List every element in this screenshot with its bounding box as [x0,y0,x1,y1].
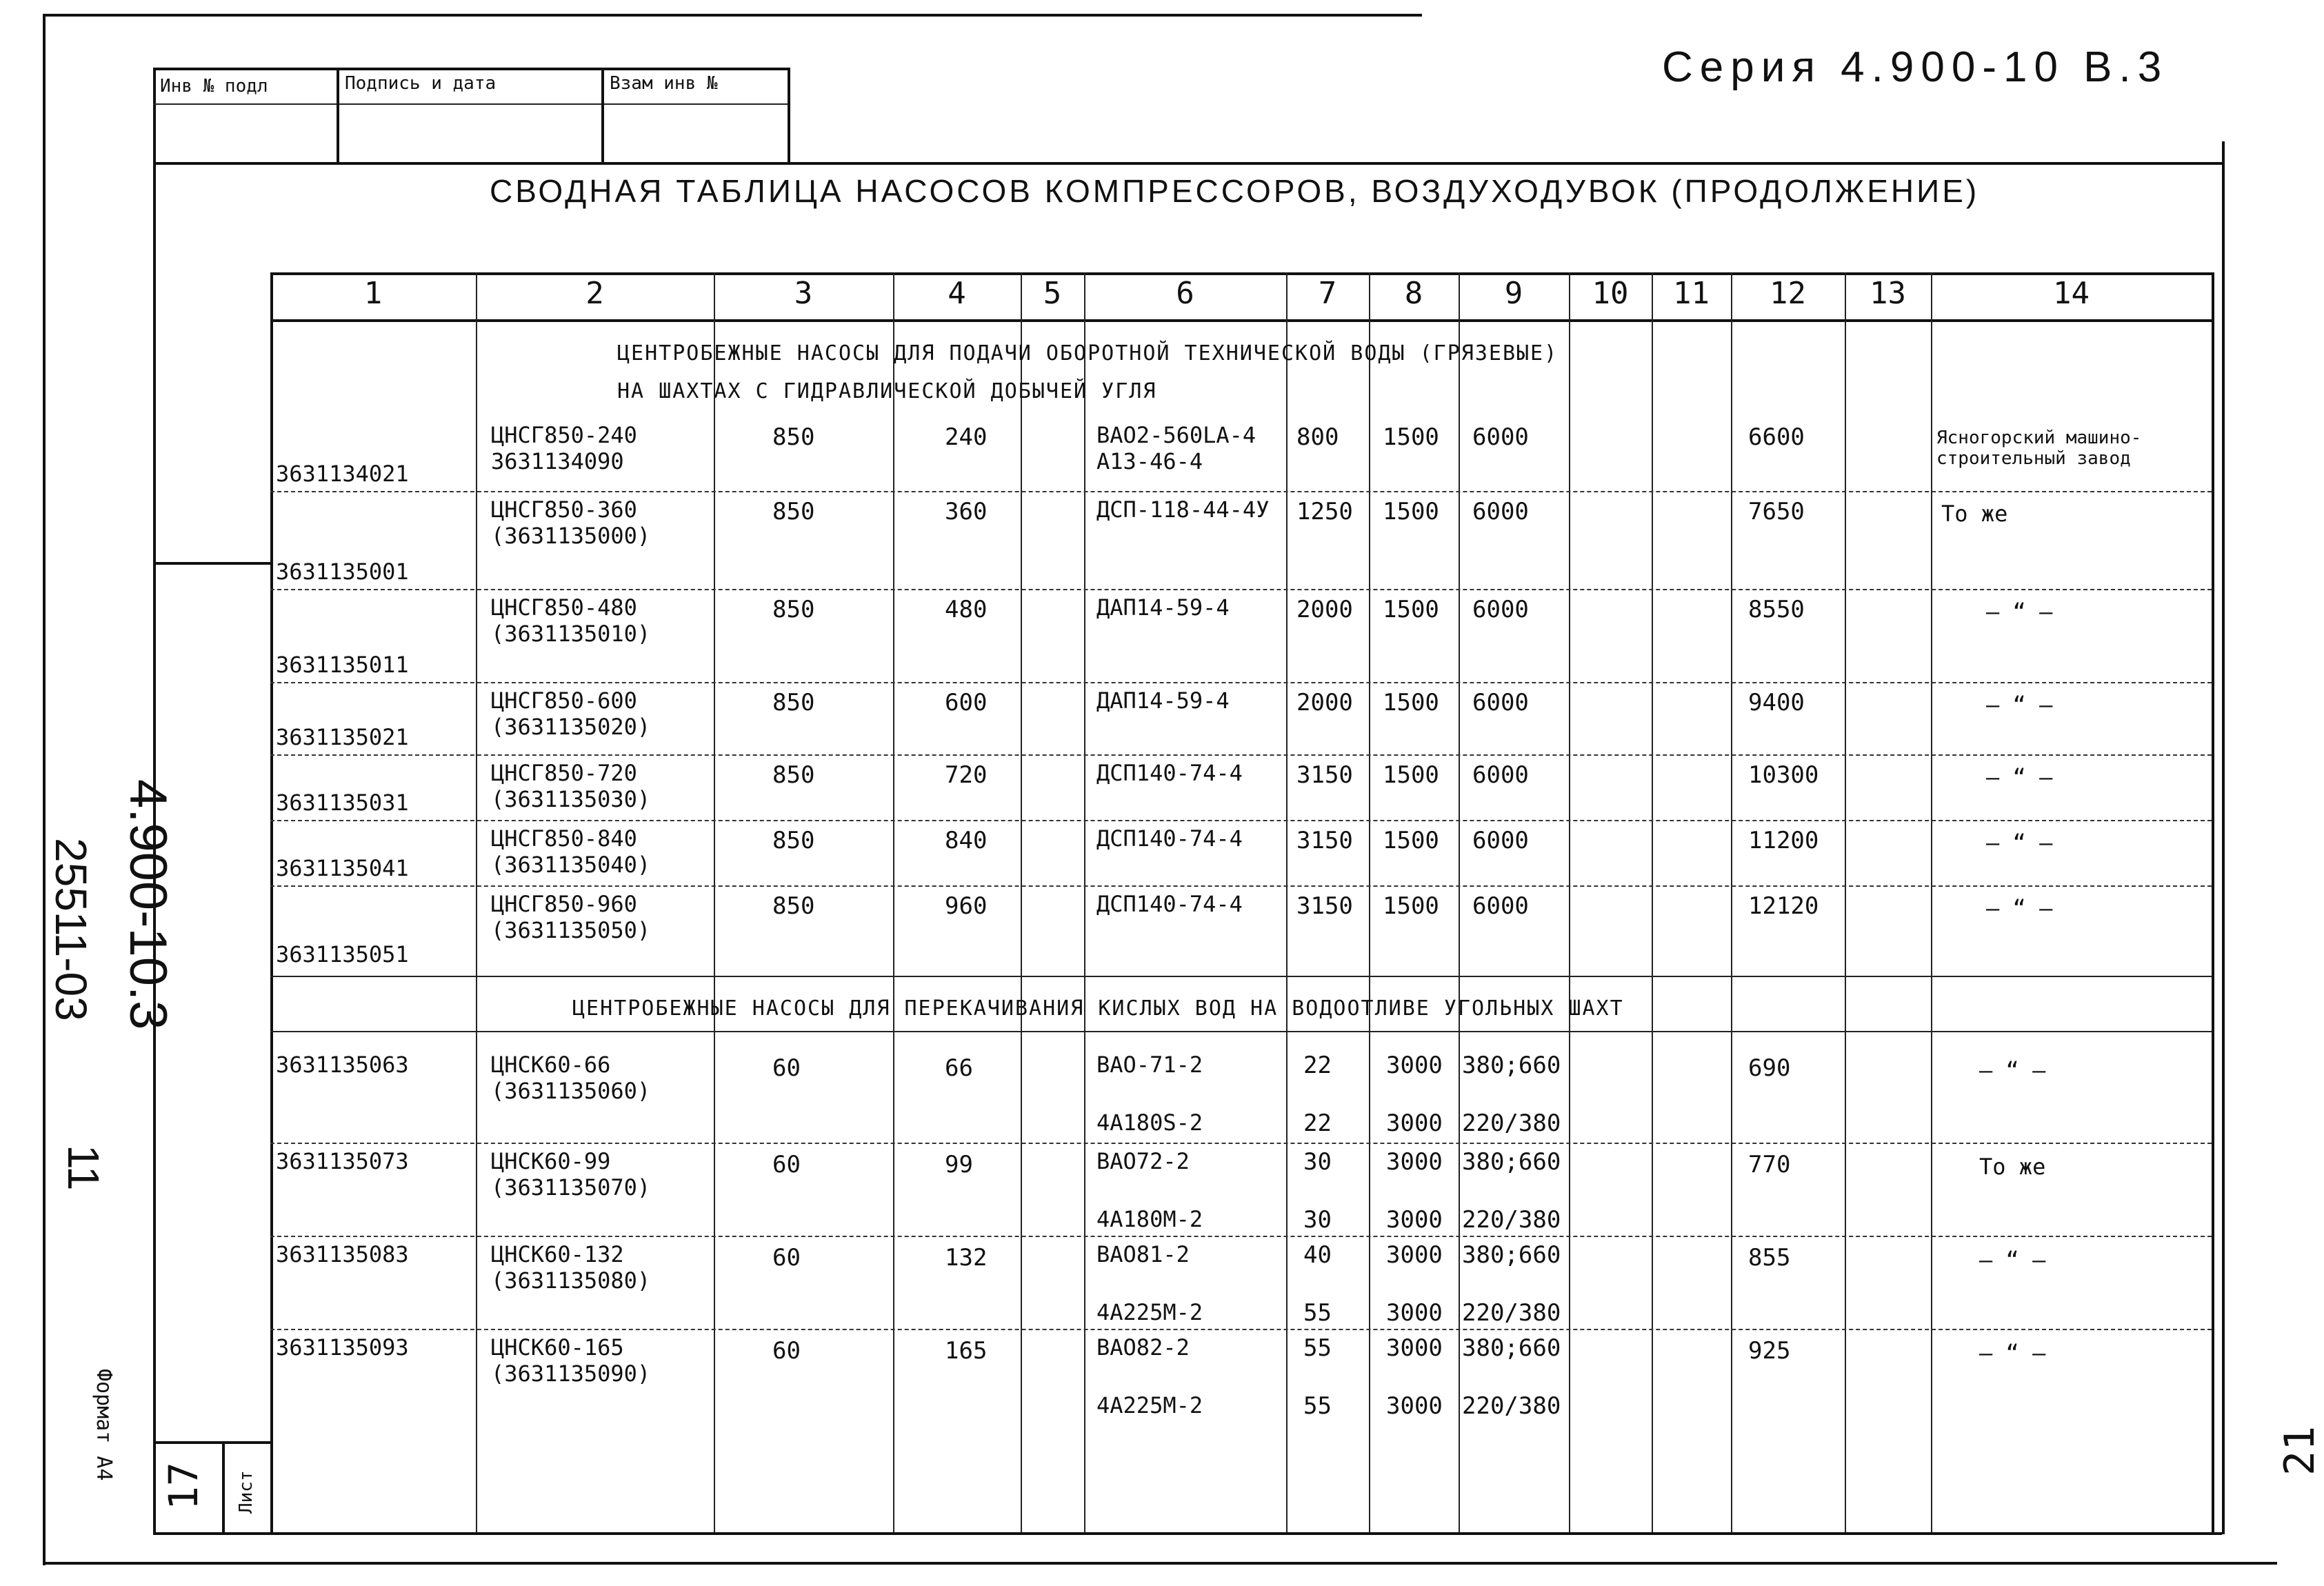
row-model: ЦНСГ850-960 [491,891,637,917]
row-head: 600 [945,689,988,716]
row-power: 2000 [1296,596,1353,623]
row-power: 22 [1303,1052,1332,1079]
row-model-code: (3631135040) [491,852,651,878]
row-code: 3631135031 [276,790,409,816]
row-motor-alt: 4А225М-2 [1096,1299,1203,1325]
row-separator [270,885,2212,887]
column-header-2: 2 [585,276,604,311]
group-separator [270,976,2212,977]
row-model: ЦНСГ850-840 [491,825,637,852]
row-flow: 850 [772,761,815,789]
row-rpm: 1500 [1383,596,1439,623]
row-flow: 850 [772,892,815,920]
row-flow: 850 [772,596,815,623]
row-power: 55 [1303,1334,1332,1362]
row-rpm: 1500 [1383,689,1439,716]
row-separator [270,491,2212,492]
stamp-signature-label: Подпись и дата [345,73,497,94]
sheet-number: 17 [160,1462,207,1510]
frame-top [43,14,1422,17]
row-separator [270,1329,2212,1330]
row-power: 40 [1303,1241,1332,1269]
row-rpm: 1500 [1383,892,1439,920]
row-manufacturer: То же [1979,1154,2046,1180]
row-manufacturer: — “ — [1986,692,2053,718]
row-manufacturer: — “ — [1986,764,2053,790]
column-line [1931,272,1932,1532]
row-motor: ДСП140-74-4 [1096,760,1243,786]
row-power-alt: 55 [1303,1392,1332,1420]
row-code: 3631135063 [276,1052,409,1078]
column-header-12: 12 [1770,276,1806,311]
row-model: ЦНСГ850-240 [491,422,637,448]
row-power: 1250 [1296,498,1353,525]
row-voltage-alt: 220/380 [1462,1110,1561,1137]
row-head: 960 [945,892,988,920]
row-voltage: 380;660 [1462,1052,1561,1079]
row-power: 3150 [1296,892,1353,920]
side-inv-number: 25511-03 [46,838,96,1021]
row-manufacturer: — “ — [1986,830,2053,856]
inner-frame-right [2222,141,2225,1534]
group1-title-line1: ЦЕНТРОБЕЖНЫЕ НАСОСЫ ДЛЯ ПОДАЧИ ОБОРОТНОЙ ТЕХНИЧЕСКОЙ ВОДЫ (ГРЯЗЕВЫЕ) [617,341,1559,365]
row-mass: 855 [1748,1244,1791,1272]
column-header-8: 8 [1404,276,1423,311]
row-motor: ВАО-71-2 [1096,1052,1203,1078]
stamp-replaces-label: Взам инв № [610,73,718,94]
row-motor: ВАО81-2 [1096,1241,1190,1267]
group1-title-line2: НА ШАХТАХ С ГИДРАВЛИЧЕСКОЙ ДОБЫЧЕЙ УГЛЯ [617,379,1157,403]
inner-frame-top [153,162,2222,165]
row-power: 30 [1303,1148,1332,1176]
row-mass: 770 [1748,1151,1791,1178]
column-header-7: 7 [1318,276,1337,311]
row-manufacturer: — “ — [1986,895,2053,921]
row-code: 3631135083 [276,1241,409,1267]
side-doc-code: 4.900-10.3 [119,779,177,1030]
row-mass: 9400 [1748,689,1805,716]
row-power-alt: 30 [1303,1206,1332,1234]
page-number: 21 [2276,1425,2324,1476]
row-manufacturer: — “ — [1979,1247,2046,1273]
row-mass: 12120 [1748,892,1819,920]
row-mass: 10300 [1748,761,1819,789]
row-head: 165 [945,1337,988,1365]
row-model: ЦНСК60-132 [491,1241,624,1267]
row-manufacturer: — “ — [1979,1340,2046,1366]
row-model: ЦНСК60-99 [491,1148,611,1174]
row-model-code: (3631135030) [491,786,651,812]
column-header-10: 10 [1592,276,1629,311]
row-mass: 7650 [1748,498,1805,525]
row-rpm-alt: 3000 [1386,1110,1443,1137]
row-model: ЦНСГ850-480 [491,594,637,621]
row-rpm: 1500 [1383,761,1439,789]
series-label: Серия 4.900-10 В.3 [1662,43,2169,91]
column-line [2212,272,2214,1532]
frame-bottom-outer [43,1562,2277,1565]
row-model-code: (3631135060) [491,1078,651,1104]
row-motor: ВАО82-2 [1096,1334,1190,1361]
column-header-13: 13 [1870,276,1906,311]
row-voltage-alt: 220/380 [1462,1299,1561,1327]
row-rpm: 1500 [1383,498,1439,525]
row-model: ЦНСГ850-600 [491,687,637,714]
frame-left [43,14,46,1565]
row-head: 132 [945,1244,988,1272]
group2-title: ЦЕНТРОБЕЖНЫЕ НАСОСЫ ДЛЯ ПЕРЕКАЧИВАНИЯ КИСЛЫХ ВОД НА ВОДООТЛИВЕ УГОЛЬНЫХ ШАХТ [572,996,1624,1021]
row-flow: 60 [772,1151,801,1178]
row-manufacturer: — “ — [1986,599,2053,625]
column-header-9: 9 [1504,276,1523,311]
row-flow: 850 [772,689,815,716]
row-motor: ДСП-118-44-4У [1096,496,1270,523]
row-code: 3631135051 [276,941,409,967]
row-mass: 11200 [1748,827,1819,854]
column-line [1652,272,1653,1532]
row-voltage: 380;660 [1462,1334,1561,1362]
column-line [1286,272,1288,1532]
column-header-5: 5 [1043,276,1062,311]
row-mass: 690 [1748,1054,1791,1082]
row-code: 3631135011 [276,652,409,678]
column-header-11: 11 [1673,276,1710,311]
row-flow: 850 [772,498,815,525]
row-power: 3150 [1296,827,1353,854]
column-line [893,272,894,1532]
column-line [476,272,477,1532]
row-code: 3631135041 [276,855,409,881]
row-mass: 8550 [1748,596,1805,623]
row-voltage: 6000 [1472,689,1529,716]
row-flow: 850 [772,827,815,854]
column-line [1569,272,1570,1532]
row-rpm-alt: 3000 [1386,1206,1443,1234]
row-motor-alt: 4А180М-2 [1096,1206,1203,1232]
row-rpm: 3000 [1386,1148,1443,1176]
row-manufacturer: То же [1941,501,2008,527]
row-flow: 60 [772,1054,801,1082]
row-motor-alt: А13-46-4 [1096,448,1203,474]
row-model-code: (3631135050) [491,917,651,943]
row-voltage-alt: 220/380 [1462,1392,1561,1420]
row-separator [270,754,2212,756]
sheet-label: Лист [236,1470,257,1514]
row-voltage: 6000 [1472,827,1529,854]
row-head: 840 [945,827,988,854]
row-head: 360 [945,498,988,525]
row-rpm: 3000 [1386,1052,1443,1079]
row-voltage: 6000 [1472,423,1529,451]
row-head: 720 [945,761,988,789]
row-model: ЦНСК60-165 [491,1334,624,1361]
row-model-code: 3631134090 [491,448,624,474]
row-voltage-alt: 220/380 [1462,1206,1561,1234]
side-divider [153,562,270,565]
sheet-box-divider [222,1441,225,1534]
row-motor: ДАП14-59-4 [1096,687,1230,714]
column-line [1731,272,1732,1532]
row-model-code: (3631135090) [491,1361,651,1387]
row-rpm: 3000 [1386,1334,1443,1362]
row-mass: 925 [1748,1337,1791,1365]
row-model: ЦНСК60-66 [491,1052,611,1078]
row-manufacturer: Ясногорский машино-строительный завод [1936,428,2142,469]
row-code: 3631135001 [276,559,409,585]
row-power: 800 [1296,423,1339,451]
row-head: 480 [945,596,988,623]
column-line [1845,272,1846,1532]
row-code: 3631135073 [276,1148,409,1174]
row-voltage: 380;660 [1462,1241,1561,1269]
row-code: 3631134021 [276,461,409,487]
table-title: СВОДНАЯ ТАБЛИЦА НАСОСОВ КОМПРЕССОРОВ, ВОЗДУХОДУВОК (ПРОДОЛЖЕНИЕ) [490,173,1980,209]
row-flow: 850 [772,423,815,451]
row-voltage: 380;660 [1462,1148,1561,1176]
row-model-code: (3631135020) [491,714,651,740]
row-motor: ВАО72-2 [1096,1148,1190,1174]
row-separator [270,589,2212,590]
row-rpm-alt: 3000 [1386,1392,1443,1420]
row-power-alt: 55 [1303,1299,1332,1327]
side-divider-bottom [153,1441,270,1444]
format-label: Формат А4 [92,1369,116,1481]
row-voltage: 6000 [1472,498,1529,525]
column-header-4: 4 [948,276,966,311]
column-line [1459,272,1460,1532]
column-line [270,272,273,1532]
inner-frame-bottom [153,1532,2222,1535]
row-model-code: (3631135000) [491,523,651,549]
column-line [1021,272,1022,1532]
row-separator [270,1236,2212,1237]
row-rpm-alt: 3000 [1386,1299,1443,1327]
row-head: 99 [945,1151,973,1178]
row-rpm: 3000 [1386,1241,1443,1269]
row-separator [270,820,2212,821]
row-motor: ДСП140-74-4 [1096,891,1243,917]
row-model-code: (3631135010) [491,621,651,647]
row-code: 3631135021 [276,724,409,750]
row-motor: ДСП140-74-4 [1096,825,1243,852]
row-code: 3631135093 [276,1334,409,1361]
row-separator [270,682,2212,683]
side-sheet: 11 [59,1145,108,1191]
column-header-3: 3 [794,276,813,311]
stamp-inv-label: Инв № подл [160,76,268,97]
row-model-code: (3631135070) [491,1174,651,1201]
column-line [1084,272,1085,1532]
row-mass: 6600 [1748,423,1805,451]
row-voltage: 6000 [1472,596,1529,623]
row-rpm: 1500 [1383,827,1439,854]
row-motor-alt: 4А180S-2 [1096,1110,1203,1136]
row-rpm: 1500 [1383,423,1439,451]
row-manufacturer: — “ — [1979,1057,2046,1083]
row-head: 240 [945,423,988,451]
row-separator [270,1143,2212,1144]
column-header-6: 6 [1176,276,1194,311]
column-line [714,272,715,1532]
row-power: 3150 [1296,761,1353,789]
column-line [1369,272,1370,1532]
row-power: 2000 [1296,689,1353,716]
row-motor: ВАО2-560LА-4 [1096,422,1256,448]
row-model: ЦНСГ850-720 [491,760,637,786]
row-flow: 60 [772,1337,801,1365]
row-head: 66 [945,1054,973,1082]
group-separator [270,1031,2212,1032]
row-power-alt: 22 [1303,1110,1332,1137]
row-model: ЦНСГ850-360 [491,496,637,523]
row-voltage: 6000 [1472,892,1529,920]
row-flow: 60 [772,1244,801,1272]
row-model-code: (3631135080) [491,1267,651,1294]
row-motor-alt: 4А225М-2 [1096,1392,1203,1418]
row-voltage: 6000 [1472,761,1529,789]
row-motor: ДАП14-59-4 [1096,594,1230,621]
column-header-14: 14 [2053,276,2090,311]
column-header-1: 1 [363,276,383,311]
